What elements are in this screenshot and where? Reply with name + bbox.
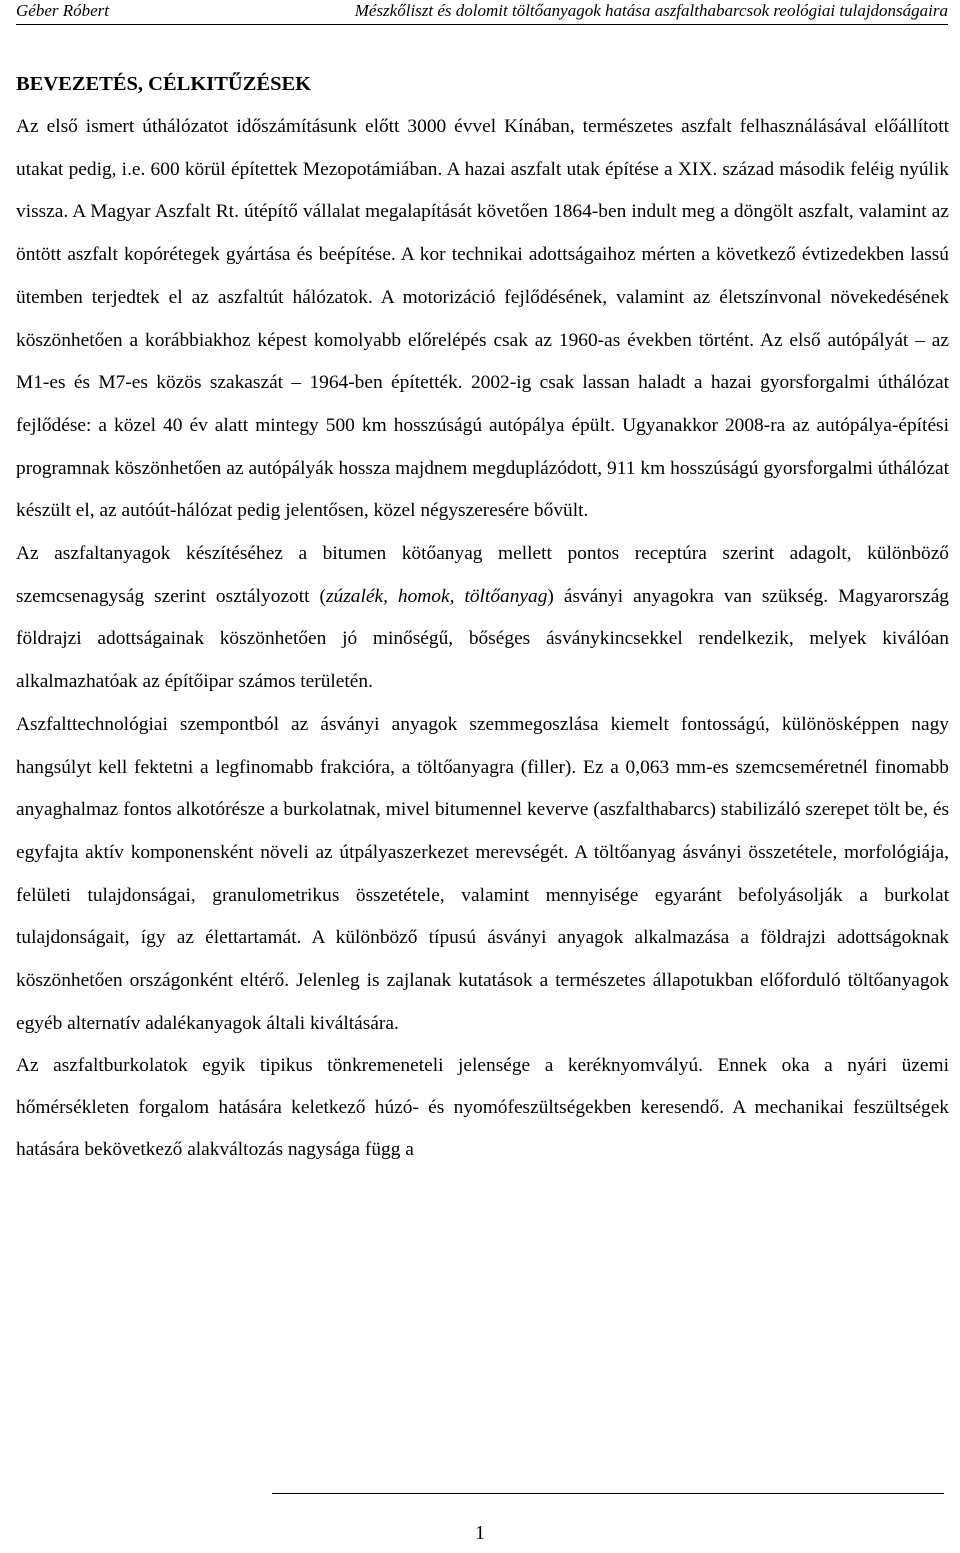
paragraph-history: Az első ismert úthálózatot időszámításunk előtt 3000 évvel Kínában, természetes aszfalt felhasználásával előállított utakat pedig, i.e. 600 körül építettek Mezopotámiában. A hazai aszfalt utak építése a XIX. század második feléig nyúlik vissza. A Magyar Aszfalt Rt. útépítő vállalat megalapítását követően 1864-ben indult meg a döngölt aszfalt, valamint az öntött aszfalt kopórétegek gyártása és beépítése. A kor technikai adottságaihoz mérten a következő évtizedekben lassú ütemben terjedtek el az aszfaltút hálózatok. A motorizáció fejlődésének, valamint az életszínvonal növekedésének köszönhetően a korábbiakhoz képest komolyabb előrelépés csak az 1960-as években történt. Az első autópályát – az M1-es és M7-es közös szakaszát – 1964-ben építették. 2002-ig csak lassan haladt a hazai gyorsforgalmi úthálózat fejlődése: a közel 40 év alatt mintegy 500 km hosszúságú autópálya épült. Ugyanakkor 2008-ra az autópálya-építési programnak köszönhetően az autópályák hossza majdnem megduplázódott, 911 km hosszúságú gyorsforgalmi úthálózat készült el, az autóút-hálózat pedig jelentősen, közel négyszeresére bővült. — [16, 116, 949, 522]
paragraph-filler: Aszfalttechnológiai szempontból az ásványi anyagok szemmegoszlása kiemelt fontosságú, különösképpen nagy hangsúlyt kell fektetni a legfinomabb frakcióra, a töltőanyagra (filler). Ez a 0,063 mm-es szemcseméretnél finomabb anyaghalmaz fontos alkotórésze a burkolatnak, mivel bitumennel keverve (aszfalthabarcs) stabilizáló szerepet tölt be, és egyfajta aktív komponensként növeli az útpályaszerkezet merevségét. A töltőanyag ásványi összetétele, morfológiája, felületi tulajdonságai, granulometrikus összetétele, valamint mennyisége egyaránt befolyásolják a burkolat tulajdonságait, így az élettartamát. A különböző típusú ásványi anyagok alkalmazása a földrajzi adottságoknak köszönhetően országonként eltérő. Jelenleg is zajlanak kutatások a természetes állapotukban előforduló töltőanyagok egyéb alternatív adalékanyagok általi kiváltására. — [16, 713, 949, 1034]
header-title: Mészkőliszt és dolomit töltőanyagok hatása aszfalthabarcsok reológiai tulajdonságaira — [354, 1, 948, 20]
aggregate-types-italic: zúzalék, homok, töltőanyag — [325, 585, 548, 607]
header-author: Géber Róbert — [16, 1, 110, 20]
paragraph-aggregates-text-start: Az aszfaltanyagok készítéséhez a bitumen kötőanyag mellett pontos receptúra szerint adagolt, különböző szemcsenagyság szerint osztályozott ( — [16, 543, 949, 607]
section-heading: BEVEZETÉS, CÉLKITŰZÉSEK — [16, 73, 312, 95]
footer-divider — [272, 1493, 944, 1494]
paragraph-rutting: Az aszfaltburkolatok egyik tipikus tönkremeneteli jelensége a keréknyomvályú. Ennek oka a nyári üzemi hőmérsékleten forgalom hatására keletkező húzó- és nyomófeszültségekben keresendő. A mechanikai feszültségek hatására bekövetkező alakváltozás nagysága függ a — [16, 1055, 949, 1161]
page-body — [16, 64, 949, 1171]
running-header — [16, 0, 948, 25]
paragraph-aggregates-text-end: ) ásványi anyagokra van szükség. Magyarország földrajzi adottságainak köszönhetően jó minőségű, bőséges ásványkincsekkel rendelkezik, melyek kiválóan alkalmazhatóak az építőipar számos területén. — [16, 585, 949, 693]
paragraph-aggregates — [16, 533, 949, 704]
page-number: 1 — [475, 1522, 485, 1544]
